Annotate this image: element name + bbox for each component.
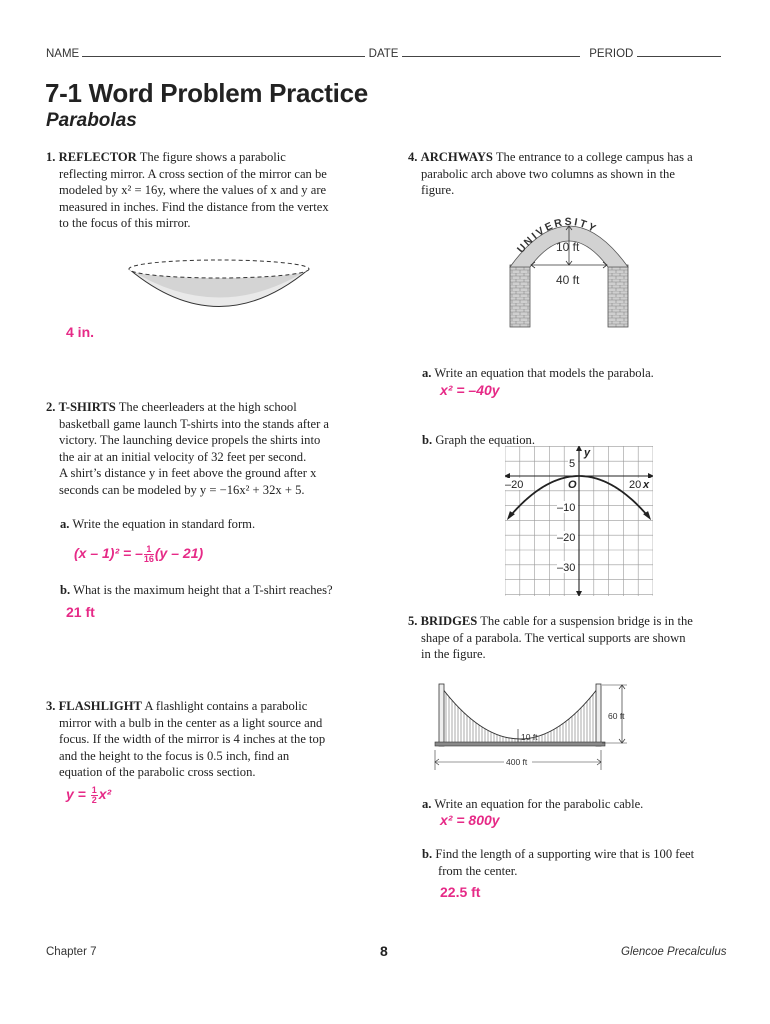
problem-2-text: basketball game launch T-shirts into the stands after a: [59, 416, 329, 431]
problem-4b-label: b.: [422, 433, 433, 447]
x-neg-label: –20: [505, 479, 524, 491]
problem-1-text: measured in inches. Find the distance from the vertex: [59, 199, 329, 214]
date-blank[interactable]: [402, 46, 580, 57]
arch-word: UNIVERSITY: [514, 215, 600, 256]
problem-3-text: focus. If the width of the mirror is 4 inches at the top: [59, 732, 326, 746]
date-label: DATE: [368, 48, 399, 60]
answer-text: x²: [98, 786, 112, 803]
problem-3-text: mirror with a bulb in the center as a light source and: [59, 715, 323, 730]
mirror-bowl-figure: [126, 256, 312, 316]
footer-book: Glencoe Precalculus: [621, 946, 727, 958]
problem-5-number: 5.: [408, 614, 418, 628]
fraction-denominator: 2: [91, 795, 97, 805]
bridge-low-label: 10 ft: [521, 732, 538, 742]
right-tower: [596, 684, 601, 746]
answer-text: (x – 1)² = –: [74, 545, 143, 562]
problem-4a: [422, 365, 654, 382]
problem-1-text: reflecting mirror. A cross section of the mirror can be: [59, 166, 327, 181]
parabola-graph: [505, 446, 653, 596]
bridge-span-label: 400 ft: [506, 757, 528, 767]
left-tower: [439, 684, 444, 746]
problem-3-heading: FLASHLIGHT: [58, 699, 142, 713]
problem-4: [408, 149, 738, 199]
x-axis-label: x: [643, 479, 650, 491]
right-column: [608, 265, 628, 327]
problem-2-number: 2.: [46, 400, 56, 414]
problem-3-number: 3.: [46, 699, 56, 713]
problem-4a-text: Write an equation that models the parabola.: [434, 366, 654, 380]
problem-5-heading: BRIDGES: [420, 614, 478, 628]
problem-1-text: modeled by x² = 16y, where the values of x and y are: [59, 183, 327, 197]
archway-figure: [504, 207, 634, 329]
footer-page-number: 8: [380, 943, 388, 959]
problem-2a-text: Write the equation in standard form.: [72, 517, 256, 531]
problem-3-answer: [66, 786, 111, 805]
page-title: 7-1 Word Problem Practice: [45, 78, 368, 108]
period-label: PERIOD: [589, 48, 634, 60]
fraction-numerator: 1: [144, 545, 154, 555]
problem-1-text: to the focus of this mirror.: [59, 216, 191, 230]
answer-fraction: [91, 786, 98, 805]
name-blank[interactable]: [82, 46, 365, 57]
problem-3-text: A flashlight contains a parabolic: [144, 699, 308, 713]
fraction-denominator: 16: [143, 554, 154, 564]
answer-text: x² = 800y: [440, 812, 500, 828]
problem-1: [46, 149, 366, 232]
problem-2-text: victory. The launching device propels the shirts into: [59, 433, 321, 447]
problem-5-text: shape of a parabola. The vertical supports are shown: [421, 630, 686, 645]
problem-3: [46, 698, 376, 781]
problem-2-text: A shirt’s distance y in feet above the ground after x: [59, 466, 317, 480]
bridge-deck: [435, 742, 605, 746]
arch-height-label: 10 ft: [556, 240, 580, 254]
y-m30-label: –30: [557, 562, 576, 574]
problem-5a: [422, 796, 643, 813]
problem-3-text: and the height to the focus is 0.5 inch, find an: [59, 748, 290, 763]
problem-5b-text: from the center.: [438, 863, 518, 878]
bridge-cable: [442, 688, 598, 739]
x-pos-label: 20: [629, 479, 642, 491]
bridge-figure: [432, 680, 637, 775]
problem-5b-text: Find the length of a supporting wire that is 100 feet: [435, 847, 695, 861]
problem-5b-label: b.: [422, 847, 433, 861]
problem-2a-answer: [74, 545, 203, 564]
problem-5b: [422, 846, 694, 879]
problem-3-text: equation of the parabolic cross section.: [59, 765, 256, 779]
problem-4-text: The entrance to a college campus has a: [495, 150, 693, 164]
problem-2b-text: What is the maximum height that a T-shirt reaches?: [73, 583, 333, 597]
problem-4a-answer: [440, 382, 500, 398]
problem-2-heading: T-SHIRTS: [58, 400, 116, 414]
origin-label: O: [568, 479, 577, 491]
left-column: [510, 265, 530, 327]
problem-5a-answer: [440, 812, 500, 828]
problem-4a-label: a.: [422, 366, 432, 380]
problem-5a-label: a.: [422, 797, 432, 811]
y-5-label: 5: [569, 458, 576, 470]
name-label: NAME: [46, 48, 80, 60]
problem-1-heading: REFLECTOR: [58, 150, 137, 164]
problem-1-number: 1.: [46, 150, 56, 164]
problem-2-text: seconds can be modeled by y = −16x² + 32x + 5.: [59, 482, 305, 497]
problem-4b-text: Graph the equation.: [435, 433, 535, 447]
y-m10-label: –10: [557, 502, 576, 514]
answer-fraction: [144, 545, 154, 564]
problem-4-text: parabolic arch above two columns as shown in the: [421, 166, 675, 181]
problem-2a: [60, 516, 255, 533]
problem-4-number: 4.: [408, 150, 418, 164]
bridge-height-label: 60 ft: [608, 711, 625, 721]
problem-5a-text: Write an equation for the parabolic cable.: [434, 797, 644, 811]
problem-2-text: The cheerleaders at the high school: [118, 400, 297, 414]
problem-4-text: figure.: [421, 183, 455, 197]
problem-2: [46, 399, 376, 498]
answer-text: y =: [66, 786, 90, 803]
problem-2a-label: a.: [60, 517, 70, 531]
problem-5: [408, 613, 738, 663]
fraction-numerator: 1: [91, 785, 97, 795]
answer-text: x² = –40y: [440, 382, 500, 398]
problem-2b-answer: 21 ft: [66, 604, 95, 620]
arch-width-label: 40 ft: [556, 273, 580, 287]
problem-5-text: in the figure.: [421, 647, 486, 661]
y-axis-label: y: [584, 447, 591, 459]
problem-5b-answer: 22.5 ft: [440, 884, 481, 900]
problem-1-answer: 4 in.: [66, 324, 95, 340]
problem-4-heading: ARCHWAYS: [420, 150, 493, 164]
problem-2b-label: b.: [60, 583, 71, 597]
answer-text: (y – 21): [154, 545, 204, 562]
footer-chapter: Chapter 7: [46, 946, 97, 958]
period-blank[interactable]: [637, 46, 721, 57]
page-subtitle: Parabolas: [46, 110, 137, 131]
problem-1-text: The figure shows a parabolic: [139, 150, 286, 164]
worksheet-header: [46, 46, 726, 60]
problem-2b: [60, 582, 333, 599]
problem-5-text: The cable for a suspension bridge is in the: [480, 614, 693, 628]
y-m20-label: –20: [557, 532, 576, 544]
problem-2-text: the air at an initial velocity of 32 feet per second.: [59, 449, 307, 464]
